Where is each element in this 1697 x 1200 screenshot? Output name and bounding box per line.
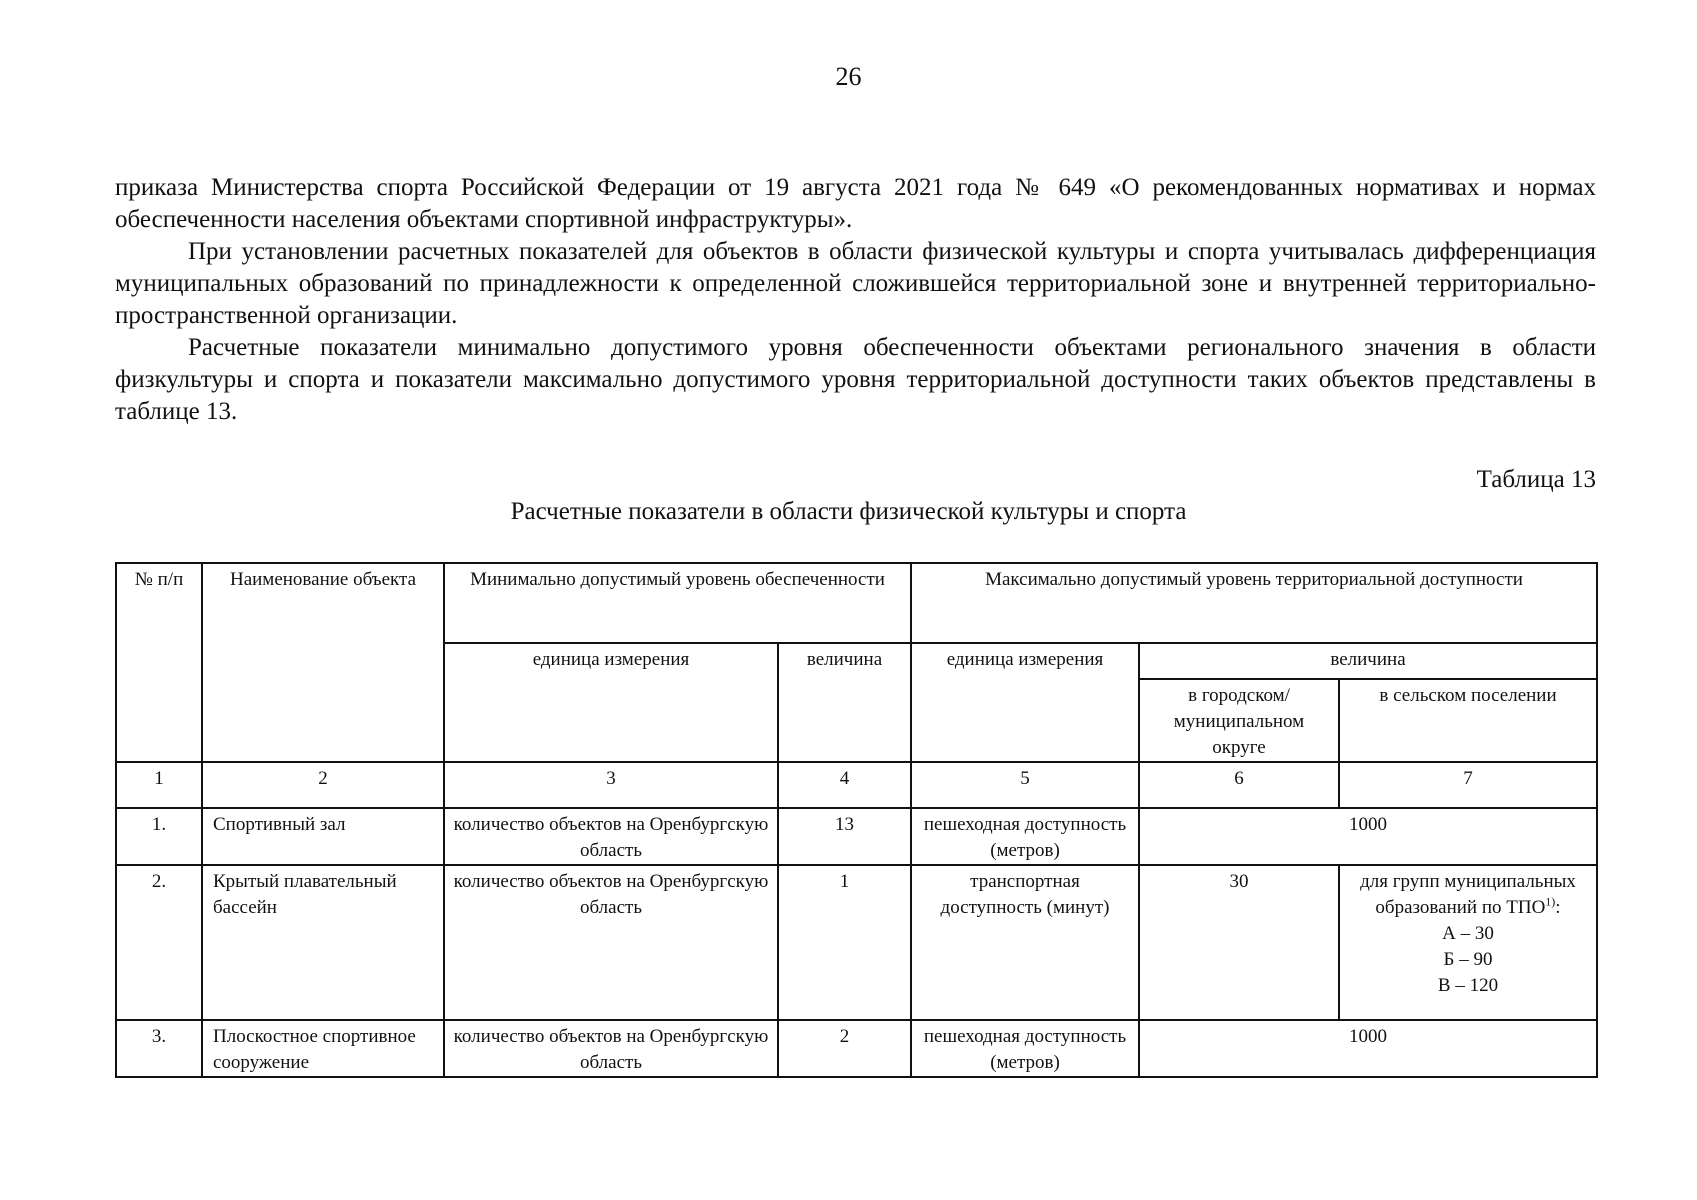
- min-value: 13: [778, 808, 911, 865]
- min-unit: количество объектов на Оренбургскую область: [444, 865, 778, 1020]
- table-row: [116, 808, 1597, 865]
- header-urban: в городском/ муниципальном округе: [1139, 679, 1339, 762]
- max-unit: пешеходная доступность (метров): [911, 808, 1139, 865]
- header-name: Наименование объекта: [202, 563, 444, 762]
- min-unit: количество объектов на Оренбургскую область: [444, 1020, 778, 1077]
- footnote-mark: 1): [1545, 894, 1556, 909]
- table-number-label: Таблица 13: [1476, 466, 1596, 493]
- object-name: Спортивный зал: [202, 808, 444, 865]
- column-number: 3: [444, 762, 778, 808]
- column-number: 5: [911, 762, 1139, 808]
- table-row: [116, 865, 1597, 1020]
- paragraph-2: При установлении расчетных показателей для объектов в области физической культуры и спорта учитывалась дифференциация муниципальных образований по принадлежности к определенной сложившейся территориальной зоне и внутренней территориально-пространственной организации.: [115, 238, 1596, 329]
- row-number: 1.: [116, 808, 202, 865]
- rural-group-a: А – 30: [1442, 923, 1494, 944]
- row-number: 2.: [116, 865, 202, 1020]
- header-rural: в сельском поселении: [1339, 679, 1597, 762]
- rural-group-c: В – 120: [1437, 975, 1499, 996]
- column-number-row: [116, 762, 1597, 808]
- column-number: 2: [202, 762, 444, 808]
- min-unit: количество объектов на Оренбургскую область: [444, 808, 778, 865]
- table-row: [116, 1020, 1597, 1077]
- row-number: 3.: [116, 1020, 202, 1077]
- max-value: 1000: [1139, 808, 1597, 865]
- object-name: Плоскостное спортивное сооружение: [202, 1020, 444, 1077]
- rural-intro: [1346, 869, 1590, 921]
- page-number: 26: [835, 62, 862, 91]
- header-min-unit: единица измерения: [444, 643, 778, 762]
- header-max-level: Максимально допустимый уровень территориальной доступности: [911, 563, 1597, 643]
- column-number: 4: [778, 762, 911, 808]
- min-value: 1: [778, 865, 911, 1020]
- header-max-unit: единица измерения: [911, 643, 1139, 762]
- paragraph-1: приказа Министерства спорта Российской Федерации от 19 августа 2021 года № 649 «О рекомендованных нормативах и нормах обеспеченности населения объектами спортивной инфраструктуры».: [115, 174, 1596, 233]
- header-max-value: величина: [1139, 643, 1597, 679]
- max-value: 1000: [1139, 1020, 1597, 1077]
- rural-group-b: Б – 90: [1443, 949, 1493, 970]
- rural-colon: :: [1555, 897, 1561, 918]
- column-number: 7: [1339, 762, 1597, 808]
- table-title: Расчетные показатели в области физической культуры и спорта: [510, 498, 1187, 525]
- rural-value: [1339, 865, 1597, 1020]
- max-unit: пешеходная доступность (метров): [911, 1020, 1139, 1077]
- norms-table: [115, 562, 1598, 1078]
- min-value: 2: [778, 1020, 911, 1077]
- body-text: [115, 172, 1596, 428]
- paragraph-3: Расчетные показатели минимально допустимого уровня обеспеченности объектами регионального значения в области физкультуры и спорта и показатели максимально допустимого уровня территориальной доступности таких объектов представлены в таблице 13.: [115, 334, 1596, 425]
- urban-value: 30: [1139, 865, 1339, 1020]
- header-row-1: [116, 563, 1597, 643]
- rural-intro-text: для групп муниципальных образований по ТПО: [1360, 871, 1576, 918]
- column-number: 6: [1139, 762, 1339, 808]
- header-min-value: величина: [778, 643, 911, 762]
- column-number: 1: [116, 762, 202, 808]
- header-no: № п/п: [116, 563, 202, 762]
- header-min-level: Минимально допустимый уровень обеспеченности: [444, 563, 911, 643]
- object-name: Крытый плавательный бассейн: [202, 865, 444, 1020]
- max-unit: транспортная доступность (минут): [911, 865, 1139, 1020]
